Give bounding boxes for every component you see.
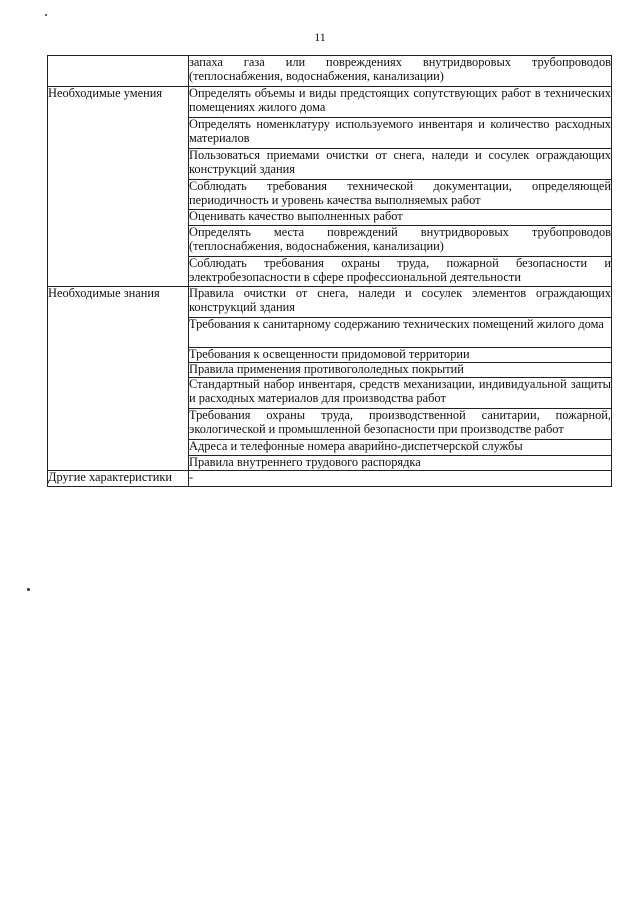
cell-text: Стандартный набор инвентаря, средств механизации, индивидуальной защиты и расходных материалов для производства работ	[189, 377, 611, 405]
table-cell	[189, 87, 612, 118]
table-cell	[189, 257, 612, 287]
table-cell	[189, 318, 612, 348]
table-cell	[189, 56, 612, 87]
table-row	[48, 56, 612, 87]
section-label	[48, 56, 189, 87]
table-row	[48, 471, 612, 487]
section-label: Необходимые знания	[48, 287, 189, 471]
table-cell	[189, 210, 612, 226]
table-row	[48, 287, 612, 318]
cell-text: Определять места повреждений внутридворовых трубопроводов (теплоснабжения, водоснабжения, канализации)	[189, 225, 611, 253]
cell-text: Определять объемы и виды предстоящих сопутствующих работ в технических помещениях жилого дома	[189, 86, 611, 114]
cell-text: Соблюдать требования технической документации, определяющей периодичность и уровень качества выполняемых работ	[189, 179, 611, 207]
cell-text: -	[189, 470, 194, 484]
cell-text: Требования к освещенности придомовой территории	[189, 347, 470, 361]
section-label: Необходимые умения	[48, 87, 189, 287]
table-cell	[189, 149, 612, 180]
cell-text: Правила внутреннего трудового распорядка	[189, 455, 421, 469]
cell-text: Правила очистки от снега, наледи и сосулек элементов ограждающих конструкций здания	[189, 286, 611, 314]
table-cell	[189, 440, 612, 456]
table-cell	[189, 287, 612, 318]
table-cell	[189, 348, 612, 363]
table-cell	[189, 180, 612, 210]
section-label: Другие характеристики	[48, 471, 189, 487]
table-cell	[189, 456, 612, 471]
table-cell	[189, 378, 612, 409]
cell-text: запаха газа или повреждениях внутридворовых трубопроводов (теплоснабжения, водоснабжения, канализации)	[189, 55, 611, 83]
table-cell	[189, 363, 612, 378]
table-cell	[189, 226, 612, 257]
cell-text: Соблюдать требования охраны труда, пожарной безопасности и электробезопасности в сфере профессиональной деятельности	[189, 256, 611, 284]
table-row	[48, 87, 612, 118]
cell-text: Правила применения противогололедных покрытий	[189, 362, 464, 376]
cell-text: Требования охраны труда, производственной санитарии, пожарной, экологической и промышленной безопасности при производстве работ	[189, 408, 611, 436]
scan-speck	[45, 14, 47, 16]
table-cell	[189, 409, 612, 440]
cell-text: Определять номенклатуру используемого инвентаря и количество расходных материалов	[189, 117, 611, 145]
cell-text: Адреса и телефонные номера аварийно-диспетчерской службы	[189, 439, 523, 453]
qualification-table	[47, 55, 612, 487]
scan-speck	[27, 588, 30, 591]
cell-text: Требования к санитарному содержанию технических помещений жилого дома	[189, 317, 604, 331]
table-cell	[189, 471, 612, 487]
cell-text: Оценивать качество выполненных работ	[189, 209, 403, 223]
table-cell	[189, 118, 612, 149]
page-number: 11	[314, 30, 326, 44]
cell-text: Пользоваться приемами очистки от снега, наледи и сосулек ограждающих конструкций здания	[189, 148, 611, 176]
